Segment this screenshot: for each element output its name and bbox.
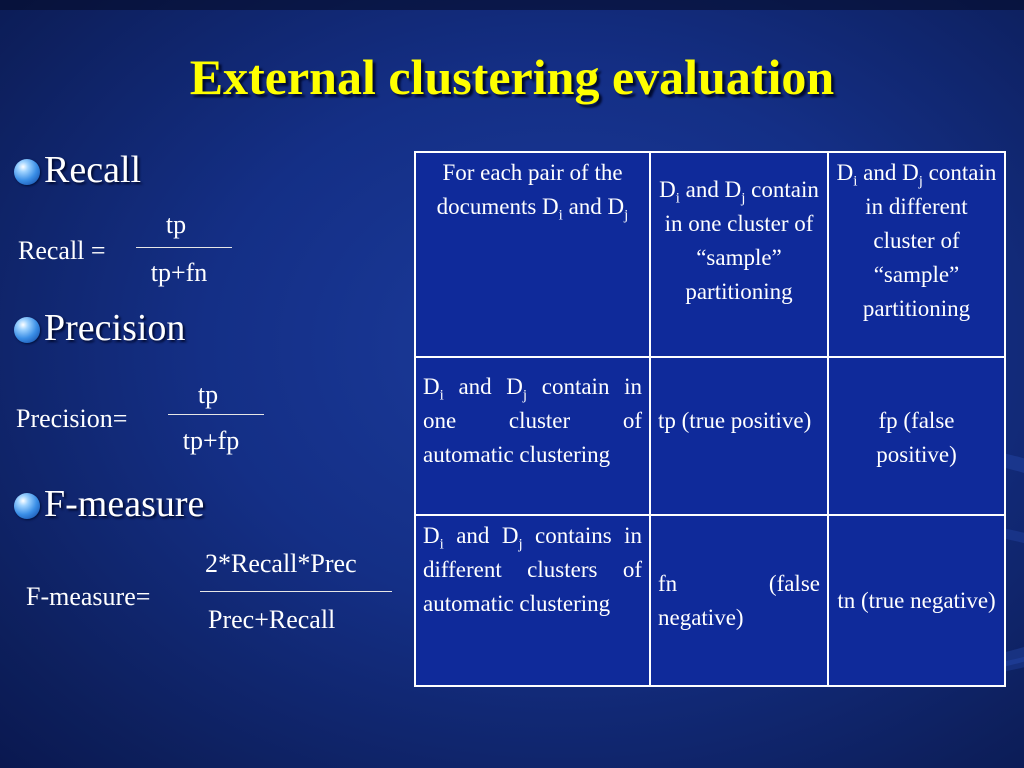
slide-title: External clustering evaluation <box>189 49 835 105</box>
sphere-bullet-icon <box>14 493 40 519</box>
recall-numerator: tp <box>165 210 187 239</box>
cell-fp: fp (false positive) <box>828 357 1005 516</box>
fmeasure-formula-label: F-measure= <box>26 582 151 611</box>
header-cell-sample-different: $D_i$ and $D_j$ contain in different cluster of “sample” partitioning <box>828 152 1005 357</box>
bullet-fmeasure <box>14 482 204 526</box>
precision-numerator: tp <box>197 380 219 409</box>
row-label-same-cluster: $D_i$ and $D_j$ contain in one cluster of automatic clustering <box>415 357 650 516</box>
contingency-table <box>414 151 1006 687</box>
bullet-recall-label: Recall <box>44 149 142 191</box>
fmeasure-denominator: Prec+Recall <box>208 605 336 634</box>
cell-tp: tp (true positive) <box>650 357 828 516</box>
recall-denominator: tp+fn <box>150 258 208 287</box>
bullet-precision <box>14 306 185 350</box>
cell-tn: tn (true negative) <box>828 515 1005 686</box>
fmeasure-fraction-line <box>200 591 392 592</box>
table-row <box>415 357 1005 516</box>
bullet-recall <box>14 148 141 192</box>
cell-fn: fn (false negative) <box>650 515 828 686</box>
sphere-bullet-icon <box>14 159 40 185</box>
precision-denominator: tp+fp <box>182 426 240 455</box>
table-row <box>415 515 1005 686</box>
bullet-fmeasure-label: F-measure <box>44 483 205 525</box>
fmeasure-numerator: 2*Recall*Prec <box>205 549 357 578</box>
precision-formula-label: Precision= <box>16 404 128 433</box>
bullet-precision-label: Precision <box>44 307 186 349</box>
table-header-row <box>415 152 1005 357</box>
recall-formula-label: Recall = <box>18 236 106 265</box>
header-cell-pair: For each pair of the documents $D_i$ and $D_j$ <box>415 152 650 357</box>
row-label-different-clusters: $D_i$ and $D_j$ contains in different clusters of automatic clustering <box>415 515 650 686</box>
header-cell-sample-same: $D_i$ and $D_j$ contain in one cluster of “sample” partitioning <box>650 152 828 357</box>
sphere-bullet-icon <box>14 317 40 343</box>
precision-fraction-line <box>168 414 264 415</box>
recall-fraction-line <box>136 247 232 248</box>
